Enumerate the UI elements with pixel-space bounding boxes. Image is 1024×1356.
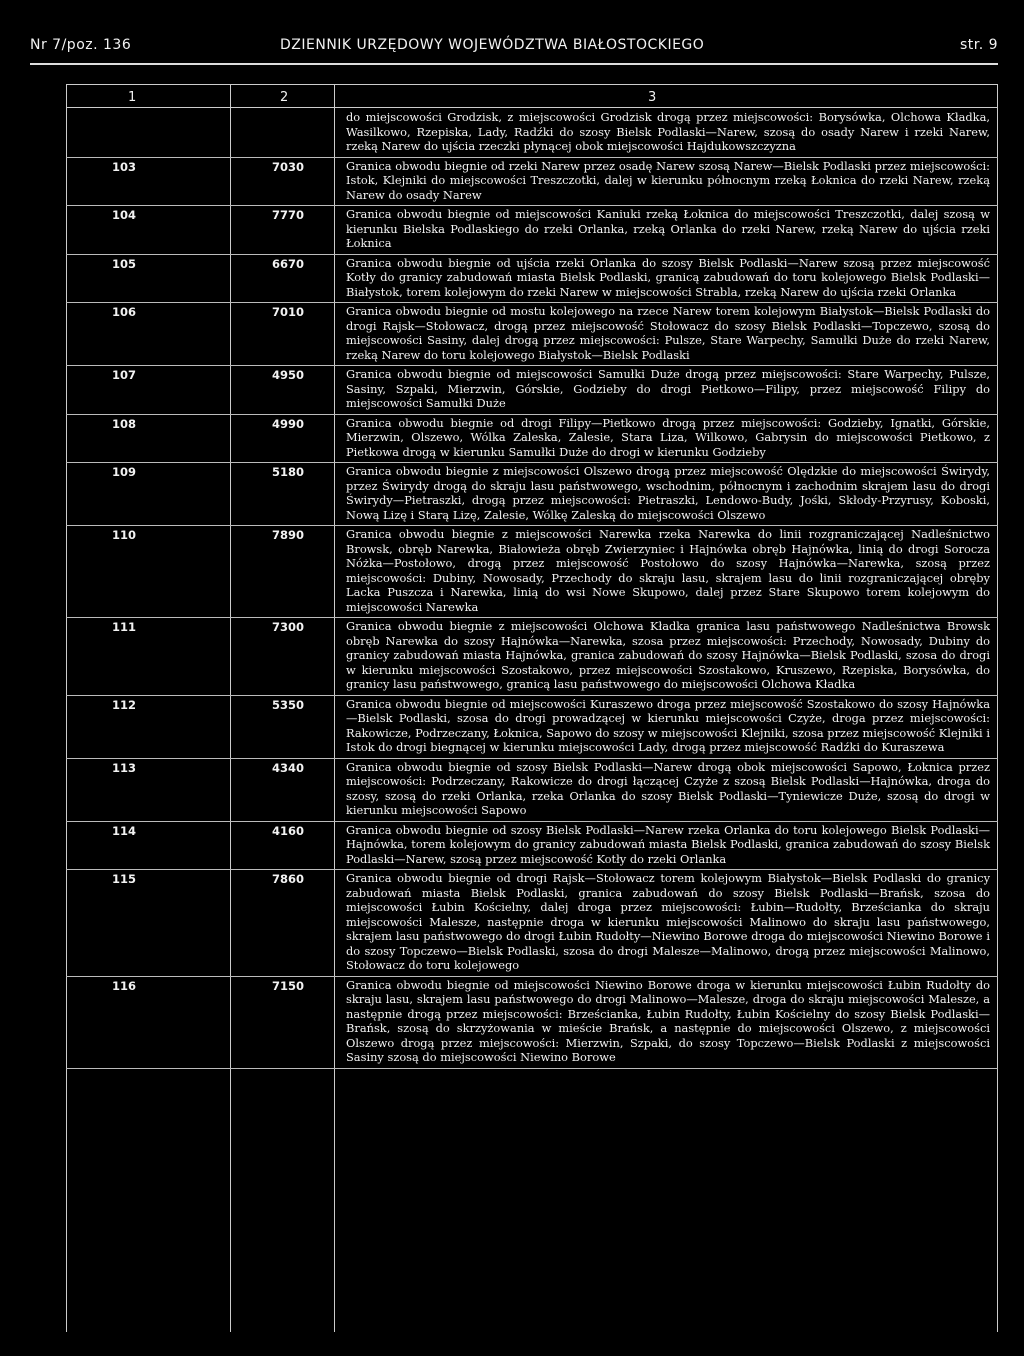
table-row [66,870,998,977]
boundary-length: 7030 [272,159,305,174]
district-number: 114 [112,823,137,838]
district-number: 111 [112,620,137,634]
issue-number: Nr 7/poz. 136 [30,37,132,53]
table-row [66,526,998,618]
district-number: 104 [112,208,137,222]
table-row [66,110,998,158]
table-row [66,463,998,526]
column-header-2: 2 [280,90,289,105]
district-number: 116 [112,978,137,993]
district-number: 115 [112,872,137,886]
boundary-description: Granica obwodu biegnie od miejscowości Kaniuki rzeką Łoknica do miejscowości Treszczotki, dalej szosą w kierunku Bielska Podlaskiego do rzeki Orlanka, rzeką Orlanka do rzeki Narew, rzeką Narew do ujścia rzeki Łoknica [346,207,990,250]
boundary-description: Granica obwodu biegnie od miejscowości Kuraszewo droga przez miejscowość Szostakowo do szosy Hajnówka—Bielsk Podlaski, szosa do drogi prowadzącej w kierunku miejscowości Czyże, droga przez miejscowości: Rakowicze, Podrzeczany, Łoknica, Sapowo do szosy w miejscowości Klejniki, szosa przez miejscowość Klejniki i Istok do drogi biegnącej w kierunku miejscowości Lady, drogą przez miejscowość Radźki do Kuraszewa [346,696,990,754]
boundary-length: 6670 [272,256,305,271]
table-top-rule [66,84,998,85]
boundary-description: do miejscowości Grodzisk, z miejscowości Grodzisk drogą przez miejscowości: Borysówka, Olchowa Kładka, Wasilkowo, Rzepiska, Lady, Radźki do szosy Bielsk Podlaski—Narew, szosą do osady Narew i rzeki Narew, rzeką Narew do ujścia rzeczki płynącej obok miejscowości Hajdukowszczyzna [346,110,990,153]
table-row [66,618,998,696]
district-number: 113 [112,760,137,775]
district-number: 108 [112,416,137,431]
district-number: 112 [112,697,137,712]
boundary-length: 4950 [272,368,305,382]
boundary-description: Granica obwodu biegnie od miejscowości Samułki Duże drogą przez miejscowości: Stare Warpechy, Pulsze, Sasiny, Szpaki, Mierzwin, Górskie, Godzieby do drogi Pietkowo—Filipy, przez miejscowość Filipy do miejscowości Samułki Duże [346,367,990,410]
table-row [66,255,998,304]
boundary-length: 7860 [272,872,305,886]
boundary-description: Granica obwodu biegnie od drogi Rajsk—Stołowacz torem kolejowym Białystok—Bielsk Podlaski do granicy zabudowań miasta Bielsk Podlaski, granica zabudowań do szosy Bielsk Podlaski—Brańsk, szosa do miejscowości Łubin Kościelny, dalej droga przez miejscowości: Łubin—Rudołty, Brześcianka do skraju miejscowości Malesze, następnie droga w kierunku miejscowości Malinowo do skraju lasu państwowego, skrajem lasu państwowego do drogi Łubin Rudołty—Niewino Borowe droga do miejscowości Niewino Borowe i do szosy Topczewo—Bielsk Podlaski, szosa do drogi Malesze—Malinowo, drogą przez miejscowości Malinowo, Stołowacz do toru kolejowego [346,871,990,972]
table-row [66,158,998,207]
boundary-length: 7300 [272,620,305,634]
district-number: 105 [112,256,137,271]
boundary-length: 7890 [272,528,305,542]
district-number: 107 [112,368,137,382]
boundary-length: 4160 [272,823,305,838]
boundary-length: 5180 [272,465,305,479]
column-header-rule [66,107,998,108]
boundary-length: 7150 [272,978,305,993]
boundary-length: 7010 [272,305,305,319]
district-table [66,110,998,1069]
district-number: 110 [112,528,137,542]
boundary-description: Granica obwodu biegnie z miejscowości Olszewo drogą przez miejscowość Olędzkie do miejscowości Świrydy, przez Świrydy drogą do skraju lasu państwowego, wschodnim, północnym i zachodnim skrajem lasu do drogi Świrydy—Pietraszki, drogą przez miejscowości: Pietraszki, Lendowo-Budy, Jośki, Skłody-Przyrusy, Koboski, Nową Lizę i Starą Lizę, Zalesie, Wólkę Zaleską do miejscowości Olszewo [346,464,990,522]
column-header-3: 3 [648,90,657,105]
boundary-length: 4340 [272,760,305,775]
table-row [66,415,998,464]
table-row [66,366,998,415]
boundary-description: Granica obwodu biegnie od ujścia rzeki Orlanka do szosy Bielsk Podlaski—Narew szosą przez miejscowość Kotły do granicy zabudowań miasta Bielsk Podlaski, granicą zabudowań do toru kolejowego Bielsk Podlaski—Białystok, torem kolejowym do rzeki Narew w miejscowości Strabla, rzeką Narew do ujścia rzeki Orlanka [346,255,990,299]
table-row [66,303,998,366]
boundary-description: Granica obwodu biegnie z miejscowości Narewka rzeka Narewka do linii rozgraniczającej Nadleśnictwo Browsk, obręb Narewka, Białowieża obręb Zwierzyniec i Hajnówka obręb Hajnówka, linią do drogi Sorocza Nóżka—Postołowo, drogą przez miejscowość Postołowo do szosy Hajnówka—Narewka, szosą przez miejscowości: Dubiny, Nowosady, Przechody do skraju lasu, skrajem lasu do linii rozgraniczającej obręby Lacka Puszcza i Narewka, linią do wsi Nowe Skupowo, dalej przez Stare Skupowo torem kolejowym do miejscowości Narewka [346,527,990,614]
table-row [66,206,998,255]
page-number: str. 9 [959,37,998,53]
boundary-description: Granica obwodu biegnie od szosy Bielsk Podlaski—Narew rzeka Orlanka do toru kolejowego Bielsk Podlaski—Hajnówka, torem kolejowym do granicy zabudowań miasta Bielsk Podlaski, granica zabudowań do szosy Bielsk Podlaski—Narew, szosą przez miejscowość Kotły do rzeki Orlanka [346,822,990,866]
boundary-length: 4990 [272,416,305,431]
column-header-1: 1 [128,90,137,105]
boundary-description: Granica obwodu biegnie od szosy Bielsk Podlaski—Narew drogą obok miejscowości Sapowo, Łoknica przez miejscowości: Podrzeczany, Rakowicze do drogi łączącej Czyże z szosą Bielsk Podlaski—Hajnówka, droga do szosy, szosą do rzeki Orlanka, rzeka Orlanka do szosy Bielsk Podlaski—Tyniewicze Duże, szosą do drogi w kierunku miejscowości Sapowo [346,759,990,817]
table-row [66,977,998,1069]
boundary-description: Granica obwodu biegnie od rzeki Narew przez osadę Narew szosą Narew—Bielsk Podlaski przez miejscowości: Istok, Klejniki do miejscowości Treszczotki, dalej w kierunku północnym rzeką Łoknica do rzeki Narew, rzeką Narew do osady Narew [346,158,990,202]
boundary-description: Granica obwodu biegnie od mostu kolejowego na rzece Narew torem kolejowym Białystok—Bielsk Podlaski do drogi Rajsk—Stołowacz, drogą przez miejscowość Stołowacz do szosy Bielsk Podlaski—Topczewo, szosą do miejscowości Sasiny, dalej drogą przez miejscowości: Pulsze, Stare Warpechy, Samułki Duże do rzeki Narew, rzeką Narew do toru kolejowego Białystok—Bielsk Podlaski [346,304,990,362]
page-header [30,37,998,59]
boundary-description: Granica obwodu biegnie od miejscowości Niewino Borowe droga w kierunku miejscowości Łubin Rudołty do skraju lasu, skrajem lasu państwowego do drogi Malinowo—Malesze, droga do skraju miejscowości Malesze, a następnie drogą przez miejscowości: Brześcianka, Łubin Rudołty, Łubin Kościelny do szosy Bielsk Podlaski—Brańsk, szosą do skrzyżowania w mieście Brańsk, a następnie do miejscowości Olszewo, z miejscowości Olszewo drogą przez miejscowości: Mierzwin, Szpaki, do szosy Topczewo—Bielsk Podlaski z miejscowości Sasiny szosą do miejscowości Niewino Borowe [346,977,990,1064]
table-row [66,759,998,822]
district-number: 109 [112,465,137,479]
boundary-description: Granica obwodu biegnie od drogi Filipy—Pietkowo drogą przez miejscowości: Godzieby, Ignatki, Górskie, Mierzwin, Olszewo, Wólka Zaleska, Zalesie, Stara Liza, Wilkowo, Gabrysin do miejscowości Pietkowo, z Pietkowa drogą w kierunku Samułki Duże do drogi w kierunku Godzieby [346,415,990,459]
district-number: 103 [112,159,137,174]
boundary-length: 7770 [272,208,305,222]
table-row [66,696,998,759]
district-number: 106 [112,305,137,319]
boundary-length: 5350 [272,697,305,712]
journal-title: DZIENNIK URZĘDOWY WOJEWÓDZTWA BIAŁOSTOCKIEGO [280,37,705,53]
header-rule [30,63,998,65]
boundary-description: Granica obwodu biegnie z miejscowości Olchowa Kładka granica lasu państwowego Nadleśnictwa Browsk obręb Narewka do szosy Hajnówka—Narewka, szosa przez miejscowości: Przechody, Nowosady, Dubiny do granicy zabudowań miasta Hajnówka, granica zabudowań do szosy Hajnówka—Bielsk Podlaski, szosa do drogi w kierunku miejscowości Szostakowo, przez miejscowości Szostakowo, Kruszewo, Rzepiska, Borysówka, do granicy lasu państwowego, granicą lasu państwowego do miejscowości Olchowa Kładka [346,619,990,691]
table-row [66,822,998,871]
